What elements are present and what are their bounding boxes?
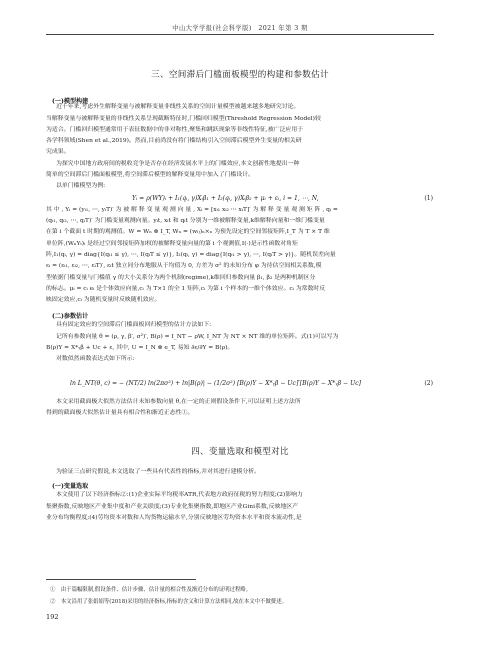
footnote-1: ① 由于篇幅限制,假设条件、估计步骤、估计量的相合性及渐近分布的证明过程略。 xyxy=(50,587,252,593)
paragraph-line: 当解释变量与被解释变量的非线性关系呈现截断特征时,门槛回归模型(Threshold Regression Model)较 xyxy=(46,116,321,122)
equation-2: ln L_NT(θ, c) = − (NT/2) ln(2πσ²) + ln|B(ρ)| − (1/2σ²) [B(ρ)Y − X*ᵧβ − Uc]′[B(ρ)Y − X*ᵧβ − Uc] xyxy=(70,380,362,387)
paragraph-line: 集聚指数,反映地区产业集中度和产业关联度;(3)专业化集聚指数,即地区产业Gini系数,反映地区产 xyxy=(46,504,299,510)
paragraph-line: 其 中 , Yᵢ = (yᵢ₁, ⋯, yᵢT)′ 为 被 解 释 变 量 观 测 向 量 , Xᵢ = [xᵢ₁ xᵢ₂ ⋯ xᵢT]′ 为 解 释 变 量 观 测 矩 阵 , qᵢ = xyxy=(46,207,338,213)
paragraph-line: 的标志。μᵢ = cᵢ eᵢ 是个体效应向量,cᵢ 为 T×1 的全 1 矩阵,cᵢ 为第 i 个样本的一维个体效应。cᵢ 为常数时反 xyxy=(46,286,326,292)
subsection-variable-selection: (一)变量选取 xyxy=(52,483,89,490)
header-rule xyxy=(46,34,434,35)
paragraph-line: (qᵢ₁, qᵢ₂, ⋯, qᵢT)′ 为门槛变量观测向量。yᵢt, xᵢt 和 qᵢt 分别为一维被解释变量,k维解释向量和一维门槛变量 xyxy=(46,218,325,224)
subsection-model-construction: (一)模型构建 xyxy=(52,98,89,105)
section-3-title: 三、空间滞后门槛面板模型的构建和参数估计 xyxy=(151,70,329,80)
paragraph-line: 对数似然函数表达式如下所示: xyxy=(56,356,135,362)
paragraph-line: 单位阵,(WₙYₜ)ᵢ 是经过空间邻接矩阵加权的被解释变量向量的第 i 个观测值,I(·)是示性函数对角矩 xyxy=(46,241,298,247)
paragraph-line: εᵢ = (εᵢ₁, εᵢ₂, ⋯, εᵢT)′, εᵢt 独立同分布地服从于均值为 0, 方差为 σ² 的未知分布 φ 为待估空间相关系数,模 xyxy=(46,263,322,269)
paragraph-line: 本文使用了以下经济指标②:(1)企业实际平均税率ATR,代表地方政府征税的努力程度;(2)影响力 xyxy=(56,492,303,498)
paragraph-line: 阵,I₁(qᵢ, γ) = diag{I(qᵢ₁ ≤ γ), ⋯, I(qᵢT ≤ γ)}, I₂(qᵢ, γ) = diag{I(qᵢ₁ > γ), ⋯, I(qᵢT > γ)}。随机误差向量 xyxy=(46,252,336,258)
paragraph-line: 在第 i 个截面 t 时期的观测值。W = Wₙ ⊗ I_T, Wₙ = (wᵢⱼ)ₙ×ₙ 为预先设定的空间邻接矩阵,I_T 为 T × T 维 xyxy=(46,229,330,235)
paragraph-line: 映固定效应,cᵢ 为随机变量时反映随机效应。 xyxy=(46,297,161,303)
paragraph-line: 业分布均衡程度;(4)劳均资本对数和人均货物运输水平,分别反映地区劳均资本水平和资本流动性,是 xyxy=(46,515,302,521)
equation-2-number: (2) xyxy=(424,380,433,387)
paragraph-line: 型依据门槛变量与门槛值 γ 的大小关系分为两个机制(regime),k维回归参数向量 β₁, β₂ 是两种机制区分 xyxy=(46,275,316,281)
footnote-rule xyxy=(46,579,196,580)
paragraph-line: B(ρ)Y = X*ᵧβ + Uc + ε, 其中, U = I_N ⊗ e_T, 易知 ∂ε/∂Y = B(ρ)。 xyxy=(46,345,234,351)
paragraph-line: 记所有参数向量 θ = (ρ, γ, β′, σ²)′, B(ρ) = I_NT − ρW, I_NT 为 NT × NT 维的单位矩阵。式(1)可以写为 xyxy=(56,334,339,340)
equation-1: Yᵢ = ρ(WY)ᵢ + I₁(qᵢ, γ)Xᵢβ₁ + I₂(qᵢ, γ)Xᵢβ₂ + μᵢ + εᵢ, i = 1, ⋯, N, xyxy=(132,195,319,202)
equation-1-number: (1) xyxy=(424,195,433,202)
subsection-parameter-estimation: (二)参数估计 xyxy=(52,313,89,320)
paragraph-line: 具有固定效应的空间滞后门槛面板回归模型的估计方法如下: xyxy=(56,322,212,328)
paragraph-line: 为验证三点研究假说,本文选取了一些具有代表性的指标,并对其进行建模分析。 xyxy=(56,469,261,475)
running-head: 中山大学学报(社会科学版) 2021 年第 3 期 xyxy=(172,25,308,32)
paragraph-line: 简单的空间滞后门槛面板模型,将空间滞后模型的解释变量用中加入了门槛设计。 xyxy=(46,172,255,178)
paragraph-line: 为探究中国地方政府间的税收竞争是否存在经济发展水平上的门槛效应,本文创新性地提出一种 xyxy=(56,161,300,167)
paragraph-line: 本文采用截面极大似然方法估计未知参数向量 θ,在一定的正则假设条件下,可以证明上述方法所 xyxy=(56,399,301,405)
paragraph-line: 近十年来,考虑外生解释变量与被解释变量非线性关系的空间计量模型被越来越多地研究讨论。 xyxy=(56,104,300,110)
section-4-title: 四、变量选取和模型对比 xyxy=(191,447,289,457)
paragraph-line: 为适合。门槛回归模型通常用于表征数据中的非对称性,聚集和跳跃现象等非线性特征,被广泛应用于 xyxy=(46,127,304,133)
paragraph-line: 各学科领域(Shen et al.,2019)。然而,目前尚没有将门槛结构引入空间滞后模型外生变量的相关研 xyxy=(46,138,302,144)
paragraph-line: 得到的截面极大似然估计量具有相合性和渐近正态性①。 xyxy=(46,410,194,416)
page-number: 192 xyxy=(46,613,59,621)
paragraph-line: 究成果。 xyxy=(46,149,70,155)
paragraph-line: 以单门槛模型为例: xyxy=(56,183,106,189)
footnote-2: ② 本文沿用了张娟娟等(2018)采用的经济指标,指标的含义和计算方法相同,故在本文中不做赘述。 xyxy=(50,599,287,605)
